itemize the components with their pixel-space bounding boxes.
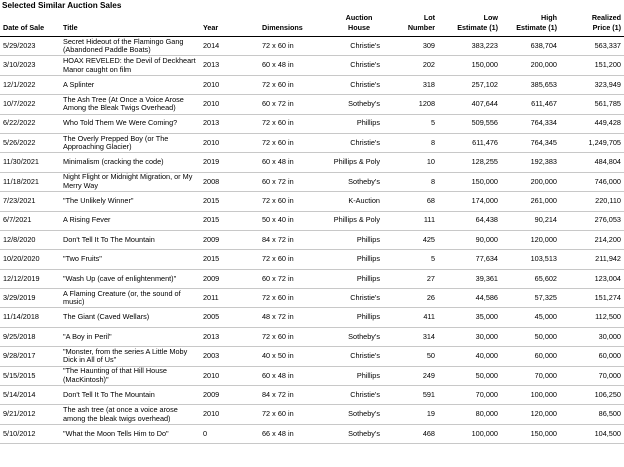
- auction-house: Christie's: [350, 137, 380, 147]
- low-estimate: 257,102: [471, 79, 498, 89]
- sale-date: 6/7/2021: [3, 215, 32, 225]
- sale-date: 5/14/2014: [3, 389, 36, 399]
- auction-house: Phillips: [356, 370, 380, 380]
- table-row: [0, 367, 624, 386]
- artwork-year: 0: [203, 428, 208, 438]
- artwork-year: 2011: [203, 292, 219, 302]
- artwork-dimensions: 72 x 60 in: [262, 79, 294, 89]
- sale-date: 3/10/2023: [3, 60, 36, 70]
- artwork-year: 2014: [203, 40, 220, 50]
- high-estimate: 90,214: [534, 215, 557, 225]
- artwork-dimensions: 72 x 60 in: [262, 254, 294, 264]
- header-dimensions: Dimensions: [262, 23, 303, 32]
- realized-price: 484,804: [594, 157, 621, 167]
- high-estimate: 103,513: [530, 254, 557, 264]
- high-estimate: 764,334: [530, 118, 557, 128]
- low-estimate: 100,000: [471, 428, 498, 438]
- artwork-year: 2010: [203, 79, 220, 89]
- lot-number: 249: [422, 370, 435, 380]
- table-row: [0, 231, 624, 250]
- header-low-line2: Estimate (1): [457, 23, 498, 32]
- lot-number: 309: [422, 40, 435, 50]
- artwork-title: "Monster, from the series A Little Moby Dick in All of Us": [63, 346, 188, 365]
- artwork-year: 2015: [203, 196, 220, 206]
- lot-number: 5: [430, 118, 435, 128]
- artwork-dimensions: 60 x 72 in: [262, 273, 294, 283]
- header-date: Date of Sale: [3, 23, 45, 32]
- realized-price: 112,500: [595, 312, 621, 322]
- lot-number: 202: [422, 60, 435, 70]
- low-estimate: 39,361: [475, 273, 498, 283]
- low-estimate: 35,000: [475, 312, 498, 322]
- high-estimate: 192,383: [530, 157, 557, 167]
- artwork-title: Night Flight or Midnight Migration, or My Merry Way: [63, 172, 193, 190]
- table-row: [0, 76, 624, 95]
- realized-price: 86,500: [598, 409, 621, 419]
- lot-number: 68: [426, 196, 435, 206]
- artwork-title: The ash tree (at once a voice arose among the bleak twigs overhead): [63, 405, 178, 423]
- header-year: Year: [203, 23, 219, 32]
- sale-date: 3/29/2019: [3, 292, 36, 302]
- artwork-title: "The Haunting of that Hill House (MacKintosh)": [63, 366, 167, 384]
- realized-price: 30,000: [598, 331, 621, 341]
- sale-date: 11/18/2021: [3, 176, 39, 186]
- artwork-dimensions: 60 x 72 in: [262, 176, 294, 186]
- artwork-title: Who Told Them We Were Coming?: [63, 118, 178, 128]
- low-estimate: 407,644: [471, 99, 498, 109]
- sale-date: 9/21/2012: [3, 409, 36, 419]
- artwork-year: 2015: [203, 254, 220, 264]
- artwork-year: 2010: [203, 370, 220, 380]
- table-row: [0, 347, 624, 366]
- table-row: [0, 386, 624, 405]
- auction-house: K-Auction: [348, 196, 380, 206]
- table-row: [0, 250, 624, 269]
- realized-price: 106,250: [594, 389, 621, 399]
- realized-price: 211,942: [595, 254, 621, 264]
- artwork-title: "Two Fruits": [63, 254, 102, 264]
- low-estimate: 611,476: [472, 137, 498, 147]
- lot-number: 318: [422, 79, 435, 89]
- auction-house: Christie's: [350, 60, 380, 70]
- auction-house: Phillips: [356, 234, 380, 244]
- auction-house: Sotheby's: [348, 428, 380, 438]
- low-estimate: 50,000: [475, 370, 498, 380]
- header-house-line1: Auction: [345, 13, 373, 22]
- lot-number: 468: [422, 428, 435, 438]
- artwork-year: 2009: [203, 273, 220, 283]
- artwork-title: Don't Tell It To The Mountain: [63, 389, 155, 399]
- artwork-year: 2013: [203, 60, 220, 70]
- sale-date: 12/8/2020: [3, 234, 36, 244]
- realized-price: 276,053: [594, 215, 621, 225]
- artwork-dimensions: 72 x 60 in: [262, 409, 294, 419]
- high-estimate: 261,000: [530, 196, 557, 206]
- low-estimate: 90,000: [475, 234, 498, 244]
- artwork-dimensions: 72 x 60 in: [262, 331, 294, 341]
- artwork-year: 2010: [203, 409, 220, 419]
- table-row: [0, 56, 624, 75]
- artwork-year: 2008: [203, 176, 220, 186]
- low-estimate: 80,000: [475, 409, 498, 419]
- artwork-title: HOAX REVELED: the Devil of Deckheart Manor caught on film: [63, 55, 196, 74]
- low-estimate: 509,556: [471, 118, 498, 128]
- low-estimate: 64,438: [475, 215, 498, 225]
- low-estimate: 174,000: [471, 196, 498, 206]
- low-estimate: 77,634: [475, 254, 498, 264]
- high-estimate: 638,704: [530, 40, 557, 50]
- high-estimate: 200,000: [530, 176, 557, 186]
- artwork-year: 2013: [203, 118, 220, 128]
- high-estimate: 70,000: [534, 370, 557, 380]
- auction-house: Christie's: [350, 292, 380, 302]
- artwork-year: 2009: [203, 389, 220, 399]
- table-row: [0, 115, 624, 134]
- auction-house: Phillips & Poly: [333, 157, 380, 167]
- auction-house: Sotheby's: [348, 409, 380, 419]
- lot-number: 26: [426, 292, 435, 302]
- artwork-dimensions: 40 x 50 in: [262, 351, 294, 361]
- artwork-year: 2009: [203, 234, 220, 244]
- lot-number: 314: [422, 331, 435, 341]
- artwork-dimensions: 50 x 40 in: [262, 215, 294, 225]
- high-estimate: 45,000: [534, 312, 557, 322]
- auction-house: Sotheby's: [348, 331, 380, 341]
- table-row: [0, 405, 624, 424]
- lot-number: 10: [426, 157, 435, 167]
- sale-date: 10/7/2022: [3, 99, 36, 109]
- artwork-dimensions: 72 x 60 in: [262, 118, 294, 128]
- realized-price: 123,004: [594, 273, 621, 283]
- sale-date: 5/10/2012: [3, 428, 36, 438]
- auction-house: Phillips: [356, 254, 380, 264]
- table-title: Selected Similar Auction Sales: [2, 1, 122, 10]
- realized-price: 563,337: [594, 40, 621, 50]
- artwork-dimensions: 60 x 72 in: [262, 99, 294, 109]
- artwork-dimensions: 60 x 48 in: [262, 370, 294, 380]
- high-estimate: 100,000: [530, 389, 557, 399]
- sale-date: 5/26/2022: [3, 137, 36, 147]
- artwork-title: "Wash Up (cave of enlightenment)": [63, 273, 177, 283]
- artwork-title: A Splinter: [63, 79, 95, 89]
- table-row: [0, 308, 624, 327]
- header-high-line2: Estimate (1): [516, 23, 557, 32]
- artwork-title: "What the Moon Tells Him to Do": [63, 428, 169, 438]
- artwork-year: 2019: [203, 157, 220, 167]
- header-house-line2: House: [348, 23, 370, 32]
- lot-number: 591: [422, 389, 435, 399]
- realized-price: 70,000: [598, 370, 621, 380]
- artwork-title: The Giant (Caved Wellars): [63, 312, 150, 322]
- low-estimate: 40,000: [475, 351, 498, 361]
- header-price-line1: Realized: [591, 13, 621, 22]
- sale-date: 5/29/2023: [3, 40, 36, 50]
- low-estimate: 30,000: [475, 331, 498, 341]
- header-price-line2: Price (1): [592, 23, 621, 32]
- auction-house: Christie's: [350, 40, 380, 50]
- realized-price: 1,249,705: [588, 137, 621, 147]
- high-estimate: 150,000: [530, 428, 557, 438]
- auction-house: Phillips: [356, 118, 380, 128]
- artwork-title: A Rising Fever: [63, 215, 111, 225]
- realized-price: 746,000: [594, 176, 621, 186]
- artwork-title: A Flaming Creature (or, the sound of music): [63, 288, 181, 307]
- lot-number: 8: [430, 176, 435, 186]
- lot-number: 50: [426, 351, 435, 361]
- artwork-year: 2015: [203, 215, 220, 225]
- artwork-title: The Ash Tree (At Once a Voice Arose Among the Bleak Twigs Overhead): [63, 94, 184, 113]
- artwork-year: 2010: [203, 137, 220, 147]
- auction-house: Phillips & Poly: [333, 215, 380, 225]
- low-estimate: 150,000: [471, 60, 498, 70]
- artwork-dimensions: 66 x 48 in: [262, 428, 294, 438]
- header-lot-line1: Lot: [423, 13, 435, 22]
- sale-date: 12/12/2019: [3, 273, 40, 283]
- table-row: [0, 328, 624, 347]
- table-row: [0, 37, 624, 56]
- table-body: [0, 37, 624, 444]
- artwork-title: Don't Tell It To The Mountain: [63, 234, 155, 244]
- artwork-dimensions: 48 x 72 in: [262, 312, 294, 322]
- artwork-year: 2013: [203, 331, 220, 341]
- lot-number: 411: [423, 312, 435, 322]
- sale-date: 11/14/2018: [3, 312, 39, 322]
- sale-date: 5/15/2015: [3, 370, 36, 380]
- high-estimate: 200,000: [530, 60, 557, 70]
- header-title: Title: [63, 23, 78, 32]
- lot-number: 27: [426, 273, 435, 283]
- sale-date: 12/1/2022: [3, 79, 36, 89]
- table-row: [0, 192, 624, 211]
- auction-house: Sotheby's: [348, 176, 380, 186]
- artwork-dimensions: 72 x 60 in: [262, 292, 294, 302]
- sale-date: 9/25/2018: [3, 331, 36, 341]
- low-estimate: 70,000: [475, 389, 498, 399]
- high-estimate: 120,000: [530, 409, 557, 419]
- sale-date: 11/30/2021: [3, 157, 39, 167]
- artwork-year: 2005: [203, 312, 220, 322]
- artwork-title: Minimalism (cracking the code): [63, 157, 164, 167]
- lot-number: 19: [426, 409, 435, 419]
- low-estimate: 44,586: [475, 292, 498, 302]
- table-header: [0, 12, 624, 37]
- high-estimate: 57,325: [534, 292, 557, 302]
- high-estimate: 764,345: [530, 137, 557, 147]
- realized-price: 214,200: [594, 234, 621, 244]
- realized-price: 220,110: [595, 196, 621, 206]
- realized-price: 104,500: [594, 428, 621, 438]
- table-row: [0, 270, 624, 289]
- auction-house: Sotheby's: [348, 99, 380, 109]
- table-row: [0, 153, 624, 172]
- high-estimate: 611,467: [531, 99, 557, 109]
- header-high-line1: High: [541, 13, 557, 22]
- sale-date: 9/28/2017: [3, 351, 36, 361]
- artwork-title: Secret Hideout of the Flamingo Gang (Abandoned Paddle Boats): [63, 36, 184, 55]
- realized-price: 151,274: [594, 292, 621, 302]
- sale-date: 6/22/2022: [3, 118, 36, 128]
- table-row: [0, 289, 624, 308]
- low-estimate: 150,000: [471, 176, 498, 186]
- sale-date: 7/23/2021: [3, 196, 36, 206]
- table-row: [0, 425, 624, 444]
- auction-house: Christie's: [350, 351, 380, 361]
- auction-house: Christie's: [350, 389, 380, 399]
- realized-price: 449,428: [594, 118, 621, 128]
- high-estimate: 385,653: [530, 79, 557, 89]
- realized-price: 151,200: [594, 60, 621, 70]
- low-estimate: 128,255: [471, 157, 498, 167]
- artwork-title: "The Unlikely Winner": [63, 196, 134, 206]
- table-row: [0, 95, 624, 114]
- sale-date: 10/20/2020: [3, 254, 40, 264]
- artwork-dimensions: 84 x 72 in: [262, 389, 294, 399]
- artwork-dimensions: 84 x 72 in: [262, 234, 294, 244]
- auction-house: Phillips: [356, 312, 380, 322]
- artwork-dimensions: 72 x 60 in: [262, 40, 294, 50]
- lot-number: 425: [422, 234, 435, 244]
- artwork-title: The Overly Prepped Boy (or The Approaching Glacier): [63, 133, 169, 152]
- realized-price: 323,949: [594, 79, 621, 89]
- artwork-year: 2010: [203, 99, 220, 109]
- artwork-dimensions: 60 x 48 in: [262, 60, 294, 70]
- artwork-year: 2003: [203, 351, 220, 361]
- high-estimate: 50,000: [534, 331, 557, 341]
- high-estimate: 60,000: [534, 351, 557, 361]
- table-row: [0, 212, 624, 231]
- auction-house: Christie's: [350, 79, 380, 89]
- table-row: [0, 134, 624, 153]
- auction-house: Phillips: [356, 273, 380, 283]
- lot-number: 5: [430, 254, 435, 264]
- artwork-dimensions: 72 x 60 in: [262, 137, 294, 147]
- low-estimate: 383,223: [471, 40, 498, 50]
- realized-price: 60,000: [598, 351, 621, 361]
- lot-number: 111: [423, 215, 435, 225]
- table-row: [0, 173, 624, 192]
- lot-number: 8: [430, 137, 435, 147]
- high-estimate: 65,602: [534, 273, 557, 283]
- header-low-line1: Low: [483, 13, 498, 22]
- header-lot-line2: Number: [407, 23, 435, 32]
- realized-price: 561,785: [594, 99, 621, 109]
- high-estimate: 120,000: [530, 234, 557, 244]
- lot-number: 1208: [418, 99, 435, 109]
- artwork-dimensions: 72 x 60 in: [262, 196, 294, 206]
- artwork-dimensions: 60 x 48 in: [262, 157, 294, 167]
- artwork-title: "A Boy in Peril": [63, 331, 112, 341]
